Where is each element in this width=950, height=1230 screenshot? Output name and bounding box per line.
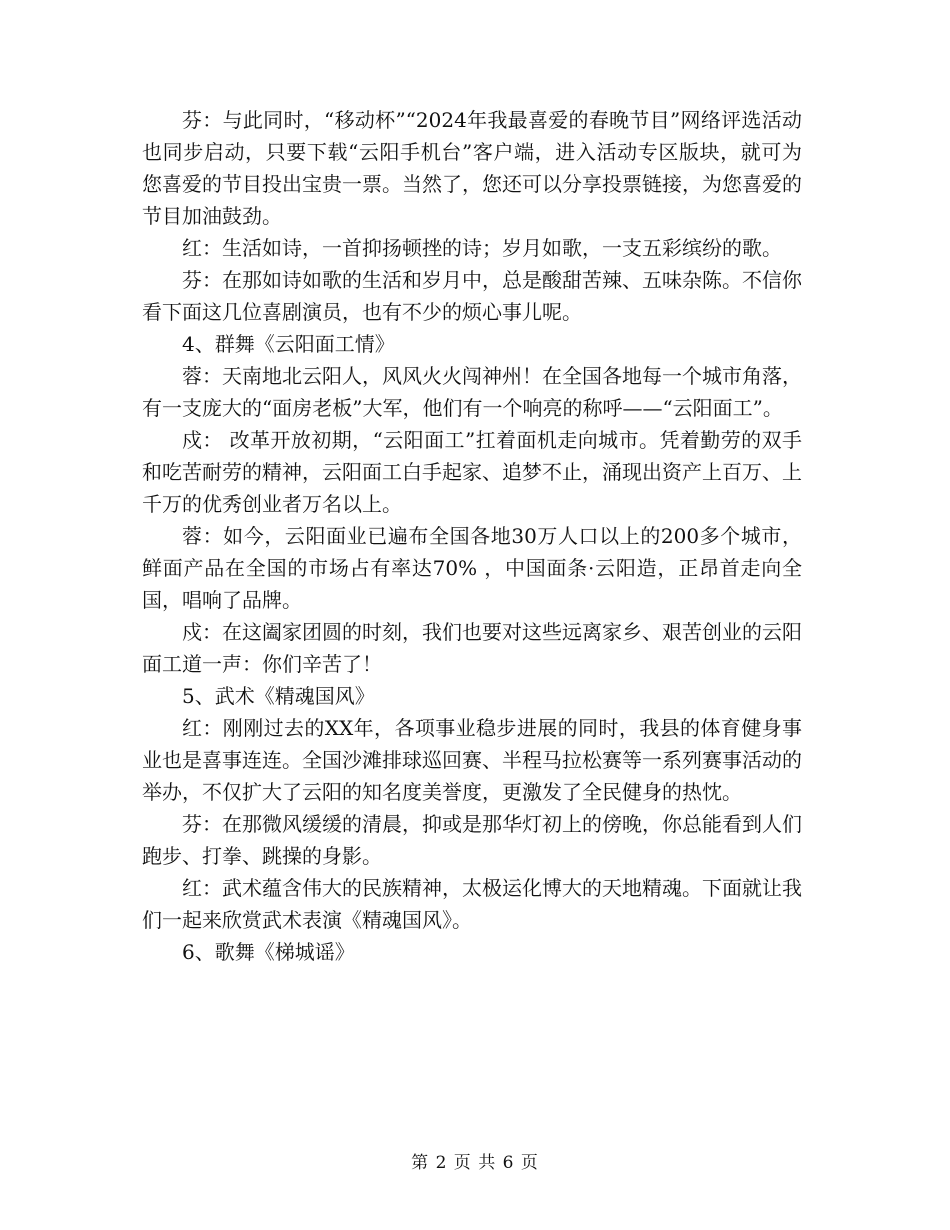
paragraph: 红：生活如诗，一首抑扬顿挫的诗；岁月如歌，一支五彩缤纷的歌。 <box>182 236 782 260</box>
section-heading: 4、群舞《云阳面工情》 <box>182 332 395 356</box>
paragraph: 戍：在这阖家团圆的时刻，我们也要对这些远离家乡、艰苦创业的云阳面工道一声：你们辛苦了！ <box>142 620 802 676</box>
paragraph: 戍： 改革开放初期，“云阳面工”扛着面机走向城市。凭着勤劳的双手和吃苦耐劳的精神，云阳面工白手起家、追梦不止，涌现出资产上百万、上千万的优秀创业者万名以上。 <box>142 428 802 516</box>
paragraph: 红：武术蕴含伟大的民族精神，太极运化博大的天地精魂。下面就让我们一起来欣赏武术表演《精魂国风》。 <box>142 876 802 932</box>
paragraph: 红：刚刚过去的XX年，各项事业稳步进展的同时，我县的体育健身事业也是喜事连连。全国沙滩排球巡回赛、半程马拉松赛等一系列赛事活动的举办，不仅扩大了云阳的知名度美誉度，更激发了全民健身的热忱。 <box>142 716 802 804</box>
paragraph: 蓉：天南地北云阳人，风风火火闯神州！在全国各地每一个城市角落，有一支庞大的“面房老板”大军，他们有一个响亮的称呼——“云阳面工”。 <box>142 364 802 420</box>
paragraph: 蓉：如今，云阳面业已遍布全国各地30万人口以上的200多个城市，鲜面产品在全国的市场占有率达70% ，中国面条·云阳造，正昂首走向全国，唱响了品牌。 <box>142 524 802 612</box>
paragraph: 芬：在那微风缓缓的清晨，抑或是那华灯初上的傍晚，你总能看到人们跑步、打拳、跳操的身影。 <box>142 812 802 868</box>
paragraph: 芬：与此同时，“移动杯”“2024年我最喜爱的春晚节目”网络评选活动也同步启动，只要下载“云阳手机台”客户端，进入活动专区版块，就可为您喜爱的节目投出宝贵一票。当然了，您还可以分享投票链接，为您喜爱的节目加油鼓劲。 <box>142 108 802 228</box>
document-body <box>142 104 802 968</box>
page-number-footer: 第 2 页 共 6 页 <box>411 1153 539 1173</box>
paragraph: 芬：在那如诗如歌的生活和岁月中，总是酸甜苦辣、五味杂陈。不信你看下面这几位喜剧演员，也有不少的烦心事儿呢。 <box>142 268 802 324</box>
section-heading: 5、武术《精魂国风》 <box>182 684 375 708</box>
section-heading: 6、歌舞《梯城谣》 <box>182 940 355 964</box>
